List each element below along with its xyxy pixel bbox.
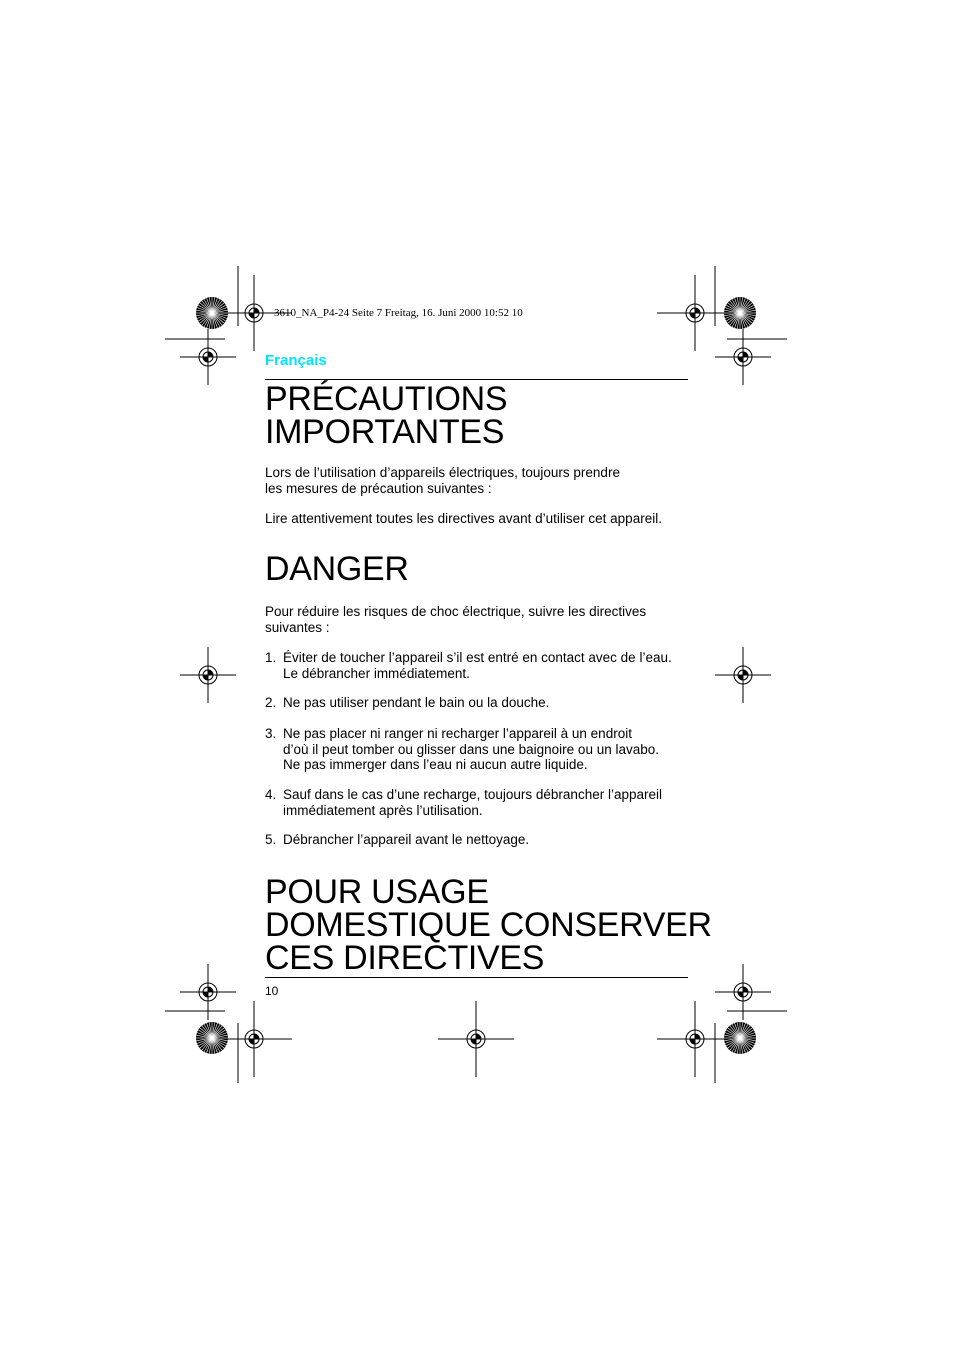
print-slug: 3610_NA_P4-24 Seite 7 Freitag, 16. Juni 2000 10:52 10: [274, 307, 523, 319]
intro-paragraph: [265, 465, 620, 496]
list-item-text: [283, 726, 659, 773]
list-item-number: 3.: [265, 726, 277, 741]
list-item-text: [283, 695, 549, 711]
list-item-number: 5.: [265, 832, 277, 847]
read-instructions: Lire attentivement toutes les directives avant d’utiliser cet appareil.: [265, 511, 662, 526]
heading-danger: DANGER: [265, 550, 409, 588]
heading-keep-line3: CES DIRECTIVES: [265, 939, 545, 977]
list-item-line: Débrancher l’appareil avant le nettoyage.: [283, 832, 530, 847]
heading-keep-line1: POUR USAGE: [265, 873, 489, 911]
list-item-text: [283, 650, 672, 681]
list-item-line: Ne pas placer ni ranger ni recharger l’appareil à un endroit: [283, 726, 632, 741]
list-item-line: Ne pas utiliser pendant le bain ou la douche.: [283, 695, 550, 710]
bottom-rule: [265, 977, 688, 978]
heading-keep-instructions: [265, 873, 712, 977]
list-item-line: d’où il peut tomber ou glisser dans une baignoire ou un lavabo.: [283, 741, 660, 757]
list-item-line: immédiatement après l’utilisation.: [283, 802, 483, 818]
list-item-text: [283, 832, 529, 848]
danger-intro-line1: Pour réduire les risques de choc électrique, suivre les directives: [265, 604, 647, 619]
danger-intro-line2: suivantes :: [265, 619, 330, 635]
heading-precautions-line1: PRÉCAUTIONS: [265, 380, 508, 418]
list-item-text: [283, 787, 662, 818]
list-item-number: 1.: [265, 650, 277, 665]
page-number: 10: [265, 984, 279, 998]
list-item-number: 4.: [265, 787, 277, 802]
list-item-line: Éviter de toucher l’appareil s’il est entré en contact avec de l’eau.: [283, 650, 672, 665]
list-item-line: Sauf dans le cas d’une recharge, toujours débrancher l’appareil: [283, 787, 662, 802]
list-item-line: Ne pas immerger dans l’eau ni aucun autre liquide.: [283, 757, 588, 772]
list-item-line: Le débrancher immédiatement.: [283, 665, 470, 681]
intro-line1: Lors de l’utilisation d’appareils électriques, toujours prendre: [265, 465, 620, 480]
heading-precautions-line2: IMPORTANTES: [265, 413, 505, 451]
danger-intro: [265, 604, 646, 635]
intro-line2: les mesures de précaution suivantes :: [265, 480, 492, 496]
heading-keep-line2: DOMESTIQUE CONSERVER: [265, 906, 712, 944]
list-item-number: 2.: [265, 695, 277, 710]
heading-precautions: [265, 380, 508, 451]
language-label: Français: [265, 352, 327, 369]
